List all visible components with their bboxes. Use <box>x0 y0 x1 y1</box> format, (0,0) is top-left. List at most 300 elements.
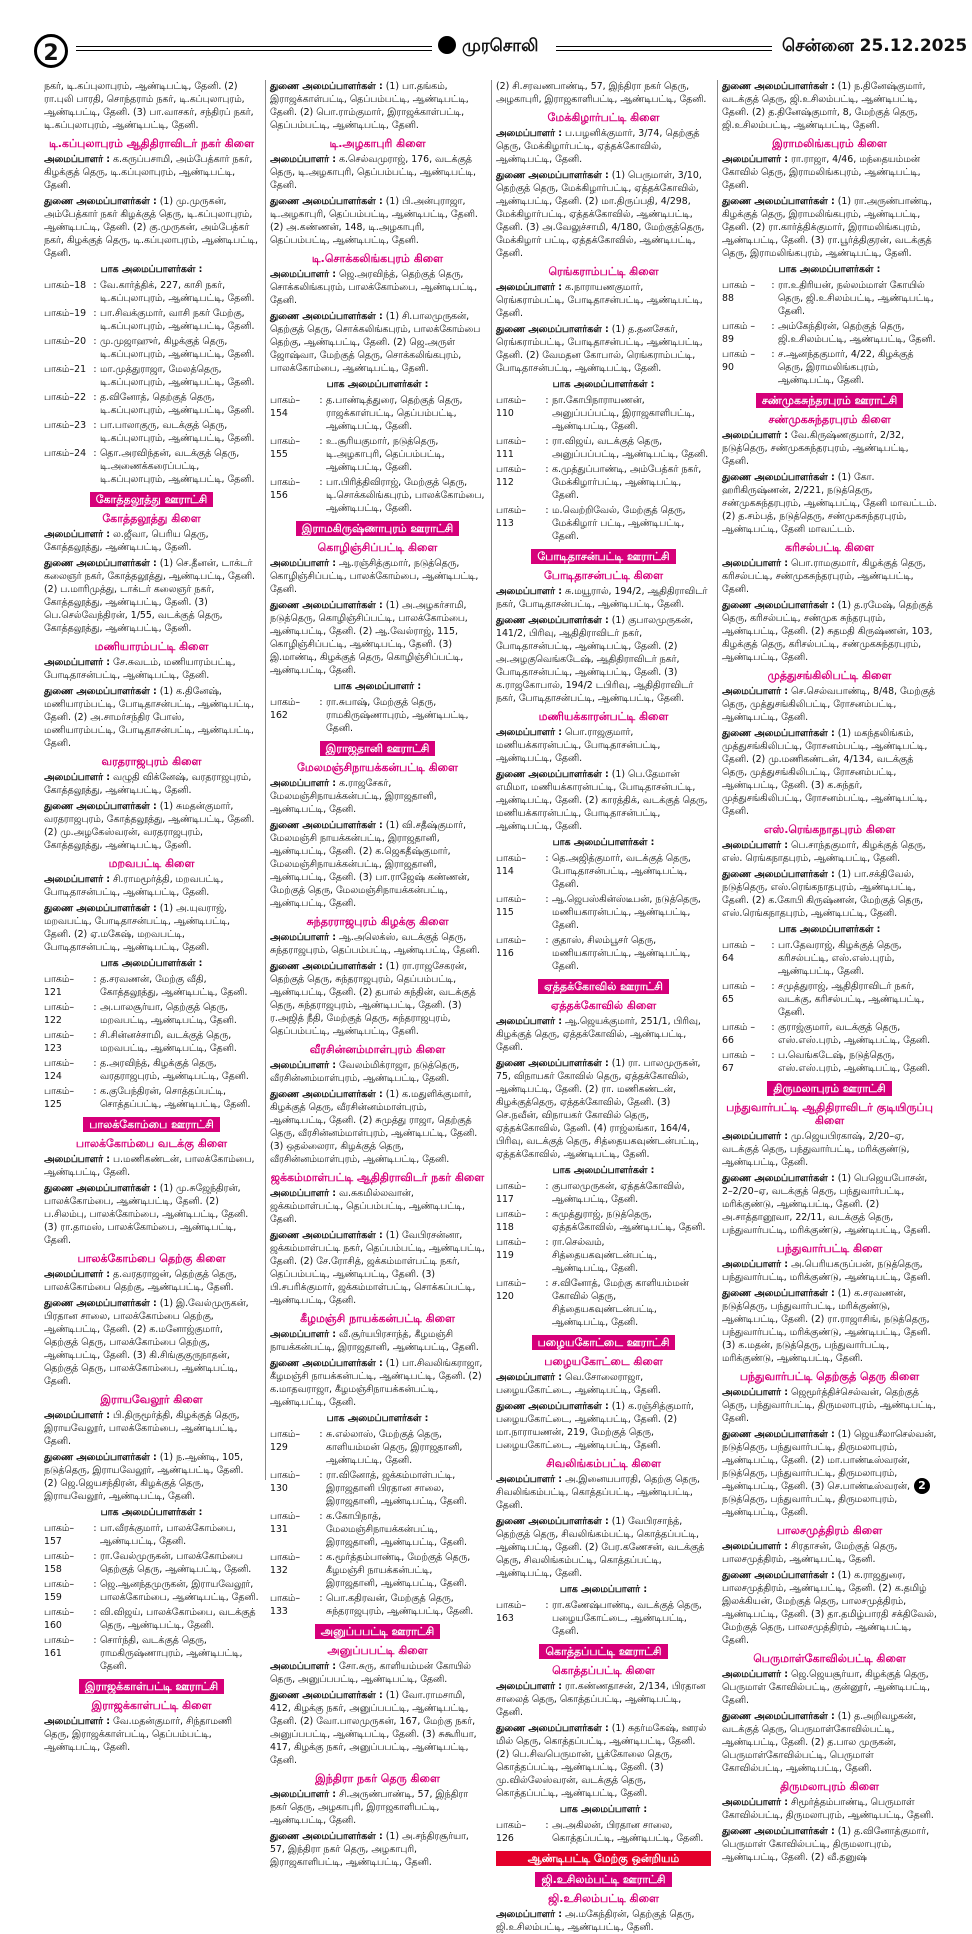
booth-organizer: வி.விஜய், பாலக்கோம்பை, வடக்குத் தெரு, ஆண்டிபட்டி, தேனி. <box>100 1607 256 1631</box>
branch-heading: முத்துசங்கிலிபட்டி கிளை <box>767 669 892 682</box>
entry-text: வெ.சோலைராஜா, பழையகோட்டை, ஆண்டிபட்டி, தேனி. <box>496 1372 661 1396</box>
branch-heading: மணியாரம்பட்டி கிளை <box>94 640 209 653</box>
branch-heading: டி.கப்புலாபுரம் ஆதிதிராவிடர் நகர் கிளை <box>49 137 254 150</box>
branch-heading: மேலமஞ்சிநாயக்கன்பட்டி கிளை <box>297 761 458 774</box>
entry-text: த.வரதராஜன், தெற்குத் தெரு, பாலக்கோம்பை தெற்கு, ஆண்டிபட்டி, தேனி. <box>44 1269 237 1293</box>
entry-text: (1) மு.முருகன், அம்பேத்கார் நகர் கிழக்குத் தெரு, டி.கப்புலாபுரம், ஆண்டிபட்டி, தேனி. (2) கு.முருகன், அம்பேத்கர் நகர், கிழக்குத் தெரு, டி.கப்புலாபுரம், ஆண்டிபட்டி, தேனி. <box>44 196 259 259</box>
branch-heading: ஜி.உசிலம்பட்டி கிளை <box>548 1892 659 1905</box>
booth-heading: பாக அமைப்பாளர்கள் : <box>100 264 203 275</box>
entry-text: (1) பா.தங்கம், இராஜக்காள்பட்டி, தெப்பம்பட்டி, ஆண்டிபட்டி, தேனி. (2) பொ.ராம்குமார், இராஜக்காள்பட்டி, தெப்பம்பட்டி, ஆண்டிபட்டி, தேனி. <box>270 81 469 131</box>
entry-text: (1) இ.வேல்முருகன், பிரதான சாலை, பாலக்கோம்பை தெற்கு, ஆண்டிபட்டி, தேனி. (2) க.மனோஜ்குமார், தெற்குத் தெரு, பாலக்கோம்பை தெற்கு, ஆண்டிபட்டி, தேனி. (3) கி.சிங்குகுருநாதன், தெற்குத் தெரு, பாலக்கோம்பை, ஆண்டிபட்டி, தேனி. <box>44 1298 249 1387</box>
role-label: அமைப்பாளர் : <box>270 558 337 569</box>
entry-paragraph <box>496 127 711 166</box>
entry-text: வழுதி விக்னேஷ், வரதராஜபுரம், கோத்தலூத்து, ஆண்டிபட்டி, தேனி. <box>44 772 252 796</box>
booth-entry <box>722 348 937 387</box>
role-label: துணை அமைப்பாளர்கள் : <box>722 81 835 92</box>
branch-heading: சுந்தரராஜபுரம் கிழக்கு கிளை <box>306 915 449 928</box>
entry-paragraph <box>722 1540 937 1566</box>
booth-organizer: ச.வினோத், மேற்கு காளியம்மன் கோவில் தெரு, சித்தையகவுண்டன்பட்டி, ஆண்டிபட்டி, தேனி. <box>552 1278 689 1328</box>
booth-organizer: சுமுத்துராஜ், நடுத்தெரு, ஏத்தக்கோவில், ஆண்டிபட்டி, தேனி. <box>552 1209 706 1233</box>
role-label: துணை அமைப்பாளர்கள் : <box>496 1723 609 1734</box>
branch-heading: போடிதாசன்பட்டி கிளை <box>543 569 664 582</box>
booth-entry <box>722 1021 937 1047</box>
booth-entry <box>44 335 259 361</box>
branch-heading: பந்துவார்பட்டி கிளை <box>776 1242 883 1255</box>
entry-text: (1) அ.யுவராஜ், மறவபட்டி, போடிதாசன்பட்டி, ஆண்டிபட்டி, தேனி. (2) ஏ.மகேஷ், மறவபட்டி, போடிதாசன்பட்டி, ஆண்டிபட்டி, தேனி. <box>44 903 231 953</box>
role-label: துணை அமைப்பாளர்கள் : <box>496 324 609 335</box>
booth-organizer: த.வினோத், தெற்குத் தெரு, டி.கப்புலாபுரம், ஆண்டிபட்டி, தேனி. <box>100 392 255 416</box>
entry-paragraph <box>270 1088 485 1166</box>
entry-text: பெ.சாந்தகுமார், கிழக்குத் தெரு, எஸ். ரெங்கநாதபுரம், ஆண்டிபட்டி, தேனி. <box>722 840 926 864</box>
separator-colon: : <box>319 1429 323 1440</box>
separator-colon: : <box>545 395 549 406</box>
entry-text: (1) த.அறிவழகன், வடக்குத் தெரு, பெருமாள்கோவில்பட்டி, ஆண்டிபட்டி, தேனி. (2) த.பால முருகன், பெருமாள்கோவில்பட்டி, பெருமாள் கோவில்பட்டி, ஆண்டிபட்டி, தேனி. <box>722 1711 917 1774</box>
branch-heading: ஜக்கம்மாள்பட்டி ஆதிதிராவிடர் நகர் கிளை <box>270 1171 485 1184</box>
entry-paragraph <box>44 528 259 554</box>
booth-number: பாகம் – 90 <box>722 349 756 373</box>
entry-text: (1) த.வினோத்குமார், பெருமாள் கோவில்பட்டி, திருமலாபுரம், ஆண்டிபட்டி, தேனி. (2) வீ.தனுஷ் <box>722 1826 930 1863</box>
booth-entry <box>496 1180 711 1206</box>
column-divider <box>717 80 718 1480</box>
city-date: சென்னை 25.12.2025 <box>782 36 968 56</box>
entry-paragraph <box>722 1428 937 1519</box>
booth-organizer: உ.சூரியகுமார், நடுத்தெரு, டி.அழகாபுரி, தெப்பம்பட்டி, ஆண்டிபட்டி, தேனி. <box>326 436 445 473</box>
booth-number: பாகம்–126 <box>496 1820 527 1844</box>
booth-organizer: பா.வீரக்குமார், பாலக்கோம்பை, ஆண்டிபட்டி, தேனி. <box>100 1523 236 1547</box>
booth-number: பாகம்–19 <box>44 308 87 319</box>
booth-number: பாகம்–157 <box>44 1523 75 1547</box>
entry-text: சி.ராமமூர்த்தி, மறவபட்டி, போடிதாசன்பட்டி, ஆண்டிபட்டி, தேனி. <box>44 874 224 898</box>
entry-text: ரா.ராஜா, 4/46, மந்தையம்மன் கோவில் தெரு, இராமலிங்கபுரம், ஆண்டிபட்டி, தேனி. <box>722 154 921 191</box>
booth-number: பாகம்–155 <box>270 436 301 460</box>
separator-colon: : <box>319 1552 323 1563</box>
entry-paragraph <box>270 80 485 132</box>
entry-text: ரா.கண்ணதாசன், 2/134, பிரதான சாலைத் தெரு, கொத்தப்பட்டி, ஆண்டிபட்டி, தேனி. <box>496 1681 706 1718</box>
entry-text: (1) பி.அன்புராஜா, டி.அழகாபுரி, தெப்பம்பட்டி, ஆண்டிபட்டி, தேனி. (2) அ.கண்ணன், 148, டி.அழகாபுரி, தெப்பம்பட்டி, ஆண்டிபட்டி, தேனி. <box>270 196 478 246</box>
booth-organizer: ப.வெங்கடேஷ், நடுத்தெரு, எஸ்.எஸ்.புரம், ஆண்டிபட்டி, தேனி. <box>778 1050 931 1074</box>
role-label: துணை அமைப்பாளர்கள் : <box>722 1429 835 1440</box>
paper-name <box>438 36 539 58</box>
role-label: அமைப்பாளர் : <box>44 154 111 165</box>
separator-colon: : <box>93 448 97 459</box>
entry-paragraph <box>496 1680 711 1719</box>
booth-entry <box>44 1578 259 1604</box>
separator-colon: : <box>545 1181 549 1192</box>
booth-organizer: ஆ.ஜெபஸ்கின்ஸ்டீபன், நடுத்தெரு, மணியகாரன்பட்டி, ஆண்டிபட்டி, தேனி. <box>552 894 701 931</box>
separator-colon: : <box>319 697 323 708</box>
separator-colon: : <box>319 395 323 406</box>
booth-heading: பாக அமைப்பாளர் : <box>559 1804 648 1815</box>
entry-paragraph <box>44 1409 259 1448</box>
entry-text: ஆ.ரஞ்சித்குமார், நடுத்தெரு, கொழிஞ்சிப்பட்டி, பாலக்கோம்பை, ஆண்டிபட்டி, தேனி. <box>270 558 479 595</box>
entry-text: வீ.சூர்யபிரசாந்த், கீழமஞ்சி நாயக்கன்பட்டி, இராஜதானி, ஆண்டிபட்டி, தேனி. <box>270 1329 479 1353</box>
entry-paragraph <box>722 727 937 818</box>
entry-paragraph <box>44 1451 259 1503</box>
separator-colon: : <box>319 1470 323 1481</box>
branch-heading: கொழிஞ்சிப்பட்டி கிளை <box>317 541 438 554</box>
entry-text: சிமூர்த்தம்பாண்டி, பெருமாள் கோவில்பட்டி, திருமலாபுரம், ஆண்டிபட்டி, தேனி. <box>722 1797 934 1821</box>
entry-paragraph <box>722 1825 937 1864</box>
booth-entry <box>44 973 259 999</box>
booth-entry <box>44 419 259 445</box>
booth-number: பாகம்–21 <box>44 364 87 375</box>
entry-text: (1) அ.அழகர்சாமி, நடுத்தெரு, கொழிஞ்சிப்பட்டி, பாலக்கோம்பை, ஆண்டிபட்டி, தேனி. (2) ஆ.வேல்ராஜ், 115, கொழிஞ்சிப்பட்டி, ஆண்டிபட்டி, தேனி. (3) இ.மாண்டி, கிழக்குத் தெரு, கொழிஞ்சிப்பட்டி, ஆண்டிபட்டி, தேனி. <box>270 600 468 676</box>
entry-paragraph <box>496 323 711 375</box>
role-label: அமைப்பாளர் : <box>722 840 789 851</box>
entry-text: (1) மகந்தலிங்கம், முத்துசங்கிலிபட்டி, ரோசனம்பட்டி, ஆண்டிபட்டி, தேனி. (2) மு.மணிகண்டன், 4/134, வடக்குத் தெரு, முத்துசங்கிலிபட்டி, ரோசனம்பட்டி, ஆண்டிபட்டி, தேனி. (3) க.சுந்தர், முத்துசங்கிலிபட்டி, ரோசனம்பட்டி, ஆண்டிபட்டி, தேனி. <box>722 728 928 817</box>
separator-colon: : <box>93 1579 97 1590</box>
booth-entry <box>44 1001 259 1027</box>
branch-heading: கொத்தப்பட்டி கிளை <box>552 1664 655 1677</box>
booth-organizer: ச.ஆனந்தகுமார், 4/22, கிழக்குத் தெரு, இராமலிங்கபுரம், ஆண்டிபட்டி, தேனி. <box>778 349 914 386</box>
entry-text: மு.ஜெயபிரகாஷ், 2/20–ஏ, வடக்குத் தெரு, பந்துவார்பட்டி, மரிக்குண்டு, ஆண்டிபட்டி, தேனி. <box>722 1131 910 1168</box>
role-label: அமைப்பாளர் : <box>270 932 337 943</box>
entry-paragraph <box>722 195 937 260</box>
booth-number: பாகம்–20 <box>44 336 87 347</box>
entry-paragraph <box>722 471 937 536</box>
branch-heading: பாலசமுத்திரம் கிளை <box>776 1524 883 1537</box>
branch-heading: வரதராஜபுரம் கிளை <box>101 755 202 768</box>
role-label: துணை அமைப்பாளர்கள் : <box>44 1452 157 1463</box>
panchayat-banner: பழையகோட்டை ஊராட்சி <box>532 1335 676 1350</box>
branch-heading: இராஜக்காள்பட்டி கிளை <box>91 1699 212 1712</box>
booth-entry <box>270 1592 485 1618</box>
role-label: துணை அமைப்பாளர்கள் : <box>270 81 383 92</box>
branch-heading: மறவபட்டி கிளை <box>108 857 195 870</box>
entry-paragraph <box>44 557 259 635</box>
booth-number: பாகம்–124 <box>44 1058 75 1082</box>
footer-page-number: 2 <box>914 1478 930 1494</box>
booth-number: பாகம் – 66 <box>722 1022 756 1046</box>
role-label: துணை அமைப்பாளர்கள் : <box>270 311 383 322</box>
role-label: துணை அமைப்பாளர்கள் : <box>270 1690 383 1701</box>
column-1 <box>44 80 259 1753</box>
entry-text: (1) கோ. ஹரிகிருஷ்ணன், 2/221, நடுத்தெரு, சண்முகசுந்தரபுரம், ஆண்டிபட்டி, தேனி மாவட்டம். (2) த.சம்பத், நடுத்தெரு, சண்முகசுந்தரபுரம், ஆண்டிபட்டி, தேனி மாவட்டம். <box>722 472 937 535</box>
entry-text: (1) ந.ஆண்டி, 105, நடுத்தெரு, இராயவேலூர், ஆண்டிபட்டி, தேனி. (2) ஜெ.ஜெயசந்திரன், கிழக்குத் தெரு, இராயவேலூர், ஆண்டிபட்டி, தேனி. <box>44 1452 244 1502</box>
booth-number: பாகம்–24 <box>44 448 87 459</box>
booth-number: பாகம்–161 <box>44 1635 75 1659</box>
entry-text: க.ராஜசேகர், மேலமஞ்சிநாயக்கன்பட்டி, இராஜதானி, ஆண்டிபட்டி, தேனி. <box>270 778 437 815</box>
masthead-rule-right <box>556 46 772 51</box>
role-label: துணை அமைப்பாளர்கள் : <box>722 600 835 611</box>
separator-colon: : <box>93 1058 97 1069</box>
entry-text: அ.பெரியகருப்பன், நடுத்தெரு, பந்துவார்பட்டி, மரிக்குண்டு, ஆண்டிபட்டி, தேனி. <box>722 1259 931 1283</box>
entry-text: பொ.ராஜகுமார், மணியக்காரன்பட்டி, போடிதாசன்பட்டி, ஆண்டிபட்டி, தேனி. <box>496 727 661 764</box>
booth-number: பாகம்–129 <box>270 1429 301 1453</box>
role-label: துணை அமைப்பாளர்கள் : <box>270 961 383 972</box>
entry-paragraph <box>496 1722 711 1800</box>
branch-heading: இராயவேலூர் கிளை <box>100 1393 203 1406</box>
booth-organizer: நா.கோபிநாராயணன், அனுப்பப்பட்டி, இராஜகாளிபட்டி, ஆண்டிபட்டி, தேனி. <box>552 395 695 432</box>
entry-paragraph <box>270 1059 485 1085</box>
entry-text: (1) செ.தீனன், டாக்டர் கலைஞர் நகர், கோத்தலூத்து, ஆண்டிபட்டி, தேனி. (2) ப.மாரிமுத்து, டாக்டர் கலைஞர் நகர், கோத்தலூத்து, ஆண்டிபட்டி, தேனி. (3) பெ.செல்வேந்திரன், 1/55, வடக்குத் தெரு, கோத்தலூத்து, ஆண்டிபட்டி, தேனி. <box>44 558 255 634</box>
booth-number: பாகம்–111 <box>496 436 527 460</box>
booth-organizer: வே.கார்த்திக், 227, காசி நகர், டி.கப்புலாபுரம், ஆண்டிபட்டி, தேனி. <box>100 280 255 304</box>
separator-colon: : <box>771 280 775 291</box>
booth-organizer: மு.முஜாஹுர், கிழக்குத் தெரு, டி.கப்புலாபுரம், ஆண்டிபட்டி, தேனி. <box>100 336 255 360</box>
booth-heading: பாக அமைப்பாளர் : <box>333 681 422 692</box>
separator-colon: : <box>93 364 97 375</box>
booth-organizer: சு.எல்லாஸ், மேற்குத் தெரு, காளியம்மன் தெரு, இராஜதானி, ஆண்டிபட்டி, தேனி. <box>326 1429 463 1466</box>
entry-text: (1) க.சரவணன், நடுத்தெரு, பந்துவார்பட்டி, மரிக்குண்டு, ஆண்டிபட்டி, தேனி. (2) ரா.ராஜாசிங், நடுத்தெரு, பந்துவார்பட்டி, மரிக்குண்டு, ஆண்டிபட்டி, தேனி. (3) க.மதன், நடுத்தெரு, பந்துவார்பட்டி, மரிக்குண்டு, ஆண்டிபட்டி, தேனி. <box>722 1288 931 1364</box>
role-label: துணை அமைப்பாளர்கள் : <box>44 686 157 697</box>
role-label: அமைப்பாளர் : <box>496 282 563 293</box>
entry-paragraph <box>270 1187 485 1226</box>
entry-paragraph <box>722 153 937 192</box>
entry-text: க.நாராயணகுமார், ரெங்கராம்பட்டி, போடிதாசன்பட்டி, ஆண்டிபட்டி, தேனி. <box>496 282 703 319</box>
entry-text: (1) வேபிரசாந்த், தெற்குத் தெரு, சிவலிங்கம்பட்டி, கொத்தப்பட்டி, ஆண்டிபட்டி, தேனி. (2) பேர.கணேசன், வடக்குத் தெரு, சிவலிங்கம்பட்டி, கொத்தப்பட்டி, ஆண்டிபட்டி, தேனி. <box>496 1516 705 1579</box>
paper-name-text: முரசொலி <box>462 36 539 56</box>
booth-organizer: குராஜ்குமார், வடக்குத் தெரு, எஸ்.எஸ்.புரம், ஆண்டிபட்டி, தேனி. <box>778 1022 931 1046</box>
booth-heading: பாக அமைப்பாளர்கள் : <box>778 264 881 275</box>
branch-heading: பந்துவார்பட்டி ஆதிதிராவிடர் குடியிருப்பு கிளை <box>726 1101 933 1127</box>
role-label: அமைப்பாளர் : <box>496 1909 563 1920</box>
booth-entry <box>496 934 711 973</box>
booth-entry <box>270 1428 485 1467</box>
role-label: அமைப்பாளர் : <box>44 1154 111 1165</box>
entry-paragraph <box>722 1172 937 1237</box>
column-divider <box>491 80 492 1480</box>
booth-number: பாகம்–119 <box>496 1237 527 1261</box>
separator-colon: : <box>545 1820 549 1831</box>
booth-organizer: க.மூர்த்தம்பாண்டி, மேற்குத் தெரு, கீழமஞ்சி நாயக்கன்பட்டி, இராஜதானி, ஆண்டிபட்டி, தேனி. <box>326 1552 471 1589</box>
branch-heading: பாலக்கோம்பை வடக்கு கிளை <box>75 1137 228 1150</box>
entry-paragraph <box>44 873 259 899</box>
role-label: அமைப்பாளர் : <box>722 1131 789 1142</box>
role-label: அமைப்பாளர் : <box>44 529 111 540</box>
panchayat-banner: இராமகிருஷ்ணாபுரம் ஊராட்சி <box>296 521 459 536</box>
separator-colon: : <box>93 280 97 291</box>
booth-entry <box>722 320 937 346</box>
booth-heading: பாக அமைப்பாளர்கள் : <box>326 379 429 390</box>
role-label: அமைப்பாளர் : <box>270 778 337 789</box>
booth-entry <box>44 391 259 417</box>
entry-paragraph <box>270 153 485 192</box>
entry-text: அ.இனையபாரதி, தெற்கு தெரு, சிவலிங்கம்பட்டி, கொத்தப்பட்டி, ஆண்டிபட்டி, தேனி. <box>496 1474 701 1511</box>
booth-organizer: க.கோபிநாத், மேலமஞ்சிநாயக்கன்பட்டி, இராஜதானி, ஆண்டிபட்டி, தேனி. <box>326 1511 467 1548</box>
role-label: அமைப்பாளர் : <box>722 686 789 697</box>
role-label: அமைப்பாளர் : <box>44 1410 111 1421</box>
branch-heading: சிவலிங்கம்பட்டி கிளை <box>546 1457 661 1470</box>
booth-entry <box>270 1469 485 1508</box>
entry-text: ப.பழனிக்குமார், 3/74, தெற்குத் தெரு, மேக்கிழார்பட்டி, ஏத்தக்கோவில், ஆண்டிபட்டி, தேனி. <box>496 128 700 165</box>
entry-paragraph <box>44 800 259 852</box>
booth-number: பாகம் – 67 <box>722 1050 756 1074</box>
branch-heading: பந்துவார்பட்டி தெற்குத் தெரு கிளை <box>739 1370 920 1383</box>
booth-entry <box>496 504 711 543</box>
branch-heading: ரெங்கராம்பட்டி கிளை <box>548 265 659 278</box>
entry-paragraph <box>270 931 485 957</box>
entry-text: சே.சுவடம், மணியாரம்பட்டி, போடிதாசன்பட்டி, ஆண்டிபட்டி, தேனி. <box>44 657 236 681</box>
role-label: அமைப்பாளர் : <box>496 1681 563 1692</box>
masthead <box>0 0 972 68</box>
entry-paragraph <box>496 1473 711 1512</box>
entry-text: ஜெமூர்த்திச்செல்வன், தெற்குத் தெரு, பந்துவார்பட்டி, திருமலாபுரம், ஆண்டிபட்டி, தேனி. <box>722 1387 936 1424</box>
booth-organizer: த.சரவணன், மேற்கு வீதி, கோத்தலூத்து, ஆண்டிபட்டி, தேனி. <box>100 974 248 998</box>
role-label: துணை அமைப்பாளர்கள் : <box>496 170 609 181</box>
booth-entry <box>44 1606 259 1632</box>
booth-organizer: ரா.செல்வம், சித்தையகவுண்டன்பட்டி, ஆண்டிபட்டி, தேனி. <box>552 1237 657 1274</box>
separator-colon: : <box>545 935 549 946</box>
entry-paragraph <box>496 1057 711 1161</box>
entry-paragraph <box>496 169 711 260</box>
entry-paragraph <box>496 726 711 765</box>
separator-colon: : <box>545 505 549 516</box>
entry-text: (1) சி.பாலமுருகன், தெற்குத் தெரு, சொக்கலிங்கபுரம், பாலக்கோம்பை தெற்கு, ஆண்டிபட்டி, தேனி. (2) ஜெ.அருள் ஜோஷ்வா, மேற்குத் தெரு, சொக்கலிங்கபுரம், பாலக்கோம்பை, ஆண்டிபட்டி, தேனி. <box>270 311 481 374</box>
entry-paragraph <box>44 656 259 682</box>
booth-heading: பாக அமைப்பாளர்கள் : <box>552 1165 655 1176</box>
entry-paragraph <box>722 1130 937 1169</box>
separator-colon: : <box>771 321 775 332</box>
entry-paragraph <box>44 771 259 797</box>
branch-heading: பெருமாள்கோவில்பட்டி கிளை <box>753 1652 906 1665</box>
booth-entry <box>496 1236 711 1275</box>
entry-paragraph <box>722 1386 937 1425</box>
booth-organizer: அ.அகிலன், பிரதான சாலை, கொத்தப்பட்டி, ஆண்டிபட்டி, தேனி. <box>552 1820 704 1844</box>
entry-paragraph <box>270 819 485 910</box>
entry-text: (1) வோ.ராமசாமி, 412, கிழக்கு நகர், அனுப்பபட்டி, ஆண்டிபட்டி, தேனி. (2) வோ.பாலமுருகன், 167, மேற்கு நகர், அனுப்பபட்டி, ஆண்டிபட்டி, தேனி. (3) சுகூரியா, 417, கிழக்கு நகர், அனுப்பபட்டி, ஆண்டிபட்டி, தேனி. <box>270 1690 477 1766</box>
entry-paragraph <box>44 153 259 192</box>
booth-entry <box>722 980 937 1019</box>
separator-colon: : <box>93 420 97 431</box>
booth-number: பாகம்–160 <box>44 1607 75 1631</box>
entry-paragraph <box>496 80 711 106</box>
booth-organizer: தெ.அஜித்குமார், வடக்குத் தெரு, போடிதாசன்பட்டி, ஆண்டிபட்டி, தேனி. <box>552 853 691 890</box>
booth-entry <box>496 435 711 461</box>
entry-text: ஆ.அலெக்ஸ், வடக்குத் தெரு, சுந்தராஜபுரம், தெப்பம்பட்டி, ஆண்டிபட்டி, தேனி. <box>270 932 480 956</box>
entry-paragraph <box>496 281 711 320</box>
separator-colon: : <box>771 349 775 360</box>
horse-logo-icon <box>438 36 456 54</box>
branch-heading: இந்திரா நகர் தெரு கிளை <box>315 1772 440 1785</box>
branch-heading: திருமலாபுரம் கிளை <box>780 1780 879 1793</box>
column-4 <box>722 80 937 1863</box>
entry-text: சு.மயூரால், 194/2, ஆதிதிராவிடர் நகர், போடிதாசன்பட்டி, ஆண்டிபட்டி, தேனி. <box>496 586 708 610</box>
booth-number: பாகம்–118 <box>496 1209 527 1233</box>
branch-heading: பழையகோட்டை கிளை <box>544 1355 663 1368</box>
entry-text: (1) க.ராஜதுரை, பாலசமுத்திரம், ஆண்டிபட்டி, தேனி. (2) க.தமிழ் இலக்கியன், மேற்குத் தெரு, பாலசமுத்திரம், ஆண்டிபட்டி, தேனி. (3) தா.தமிழ்பாரதி சக்திவேல், மேற்குத் தெரு, பாலசமுத்திரம், ஆண்டிபட்டி, தேனி. <box>722 1570 937 1646</box>
role-label: துணை அமைப்பாளர்கள் : <box>270 1831 383 1842</box>
entry-paragraph <box>722 429 937 468</box>
entry-paragraph <box>270 1229 485 1307</box>
booth-organizer: க.முத்துப்பாண்டி, அம்பேத்கர் நகர், மேக்கிழார்பட்டி, ஆண்டிபட்டி, தேனி. <box>552 464 702 501</box>
booth-number: பாகம்–113 <box>496 505 527 529</box>
booth-organizer: பா.பிரித்திவிராஜ், மேற்குத் தெரு, டி.சொக்கலிங்கபுரம், பாலக்கோம்பை, ஆண்டிபட்டி, தேனி. <box>326 477 485 514</box>
booth-organizer: ரா.உதிரியன், நல்லம்மாள் கோயில் தெரு, ஜி.உசிலம்பட்டி, ஆண்டிபட்டி, தேனி. <box>778 280 934 317</box>
separator-colon: : <box>545 1209 549 1220</box>
branch-heading: எஸ்.ரெங்கநாதபுரம் கிளை <box>763 823 896 836</box>
entry-paragraph <box>496 1371 711 1397</box>
booth-heading: பாக அமைப்பாளர்கள் : <box>326 1413 429 1424</box>
separator-colon: : <box>545 853 549 864</box>
entry-paragraph <box>722 1569 937 1647</box>
booth-organizer: சமுத்துராஜ், ஆதிதிராவிடர் நகர், வடக்கு, கரிசல்பட்டி, ஆண்டிபட்டி, தேனி. <box>778 981 925 1018</box>
role-label: அமைப்பாளர் : <box>496 1474 563 1485</box>
booth-organizer: ரா.விஜய், வடக்குத் தெரு, அனுப்பப்பட்டி, ஆண்டிபட்டி, தேனி. <box>552 436 709 460</box>
entry-text: (1) ந.தினேஷ்குமார், வடக்குத் தெரு, ஜி.உசிலம்பட்டி, ஆண்டிபட்டி, தேனி. (2) த.தினேஷ்குமார், 8, மேற்குத் தெரு, ஜி.உசிலம்பட்டி, ஆண்டிபட்டி, தேனி. <box>722 81 926 131</box>
separator-colon: : <box>93 1086 97 1097</box>
entry-paragraph <box>270 1357 485 1409</box>
booth-organizer: ரா.சுபாஷ், மேற்குத் தெரு, ராமகிருஷ்ணாபுரம், ஆண்டிபட்டி, தேனி. <box>326 697 469 734</box>
booth-entry <box>722 939 937 978</box>
separator-colon: : <box>93 308 97 319</box>
role-label: துணை அமைப்பாளர்கள் : <box>44 196 157 207</box>
booth-heading: பாக அமைப்பாளர்கள் : <box>552 379 655 390</box>
entry-text: வேலம்மிக்ராஜா, நடுத்தெரு, வீரசின்னம்மாள்புரம், ஆண்டிபட்டி, தேனி. <box>270 1060 460 1084</box>
panchayat-banner: திருமலாபுரம் ஊராட்சி <box>767 1081 891 1096</box>
entry-paragraph <box>270 1660 485 1686</box>
role-label: துணை அமைப்பாளர்கள் : <box>270 1089 383 1100</box>
booth-organizer: பொ.கதிரவன், மேற்குத் தெரு, சுந்தராஜபுரம், ஆண்டிபட்டி, தேனி. <box>326 1593 474 1617</box>
entry-text: சோ.சுரு, காளியம்மன் கோயில் தெரு, அனுப்பபட்டி, ஆண்டிபட்டி, தேனி. <box>270 1661 471 1685</box>
entry-text: (1) வேபிரசன்னா, ஜக்கம்மாள்பட்டி நகர், தெப்பம்பட்டி, ஆண்டிபட்டி, தேனி. (2) சே.ரோசித், ஜக்கம்மாள்பட்டி நகர், தெப்பம்பட்டி, ஆண்டிபட்டி, தேனி. (3) பி.சபரிக்குமார், ஜக்கம்மாள்பட்டி, சொக்கப்பட்டி, ஆண்டிபட்டி, தேனி. <box>270 1230 485 1306</box>
booth-organizer: அம்கேந்திரன், தெற்குத் தெரு, ஜி.உசிலம்பட்டி, ஆண்டிபட்டி, தேனி. <box>778 321 936 345</box>
entry-text: (1) த.ரமேஷ், தெற்குத் தெரு, கரிசல்பட்டி, சண்முக சுந்தரபுரம், ஆண்டிபட்டி, தேனி. (2) சுதமதி கிருஷ்ணன், 103, கிழக்குத் தெரு, கரிசல்பட்டி, சண்முகசுந்தரபுரம், ஆண்டிபட்டி, தேனி. <box>722 600 933 663</box>
booth-organizer: குபாலமுருகன், ஏத்தக்கோவில், ஆண்டிபட்டி, தேனி. <box>552 1181 685 1205</box>
entry-text: (1) ரா.அருண்பாண்டி, கிழக்குத் தெரு, இராமலிங்கபுரம், ஆண்டிபட்டி, தேனி. (2) ரா.கார்த்திக்குமார், இராமலிங்கபுரம், ஆண்டிபட்டி, தேனி. (3) ரா.பூர்த்திகுரன், வடக்குத் தெரு, இராமலிங்கபுரம், ஆண்டிபட்டி, தேனி. <box>722 196 932 259</box>
role-label: துணை அமைப்பாளர்கள் : <box>722 196 835 207</box>
booth-number: பாகம்–110 <box>496 395 527 419</box>
entry-text: (1) பெ.தேமான் எமிமா, மணியக்காரன்பட்டி, போடிதாசன்பட்டி, ஆண்டிபட்டி, தேனி. (2) காரத்திக், வடக்குத் தெரு, மணியக்காரன்பட்டி, போடிதாசன்பட்டி, ஆண்டிபட்டி, தேனி. <box>496 769 708 832</box>
entry-paragraph <box>722 868 937 920</box>
entry-text: (1) க.மதுளிக்குமார், கிழக்குத் தெரு, வீரசின்னம்மாள்புரம், ஆண்டிபட்டி, தேனி. (2) சுமுத்து ராஜா, தெற்குத் தெரு, வீரசின்னம்மாள்புரம், ஆண்டிபட்டி, தேனி. (3) ஒதல்லைரா, கிழக்குத் தெரு, வீரசின்னம்மாள்புரம், ஆண்டிபட்டி, தேனி. <box>270 1089 478 1165</box>
separator-colon: : <box>319 1593 323 1604</box>
booth-number: பாகம்–120 <box>496 1278 527 1302</box>
entry-paragraph <box>44 1715 259 1754</box>
role-label: துணை அமைப்பாளர்கள் : <box>722 1711 835 1722</box>
entry-paragraph <box>722 1796 937 1822</box>
booth-number: பாகம்–158 <box>44 1551 75 1575</box>
entry-paragraph <box>44 1268 259 1294</box>
booth-number: பாகம்–121 <box>44 974 75 998</box>
role-label: துணை அமைப்பாளர்கள் : <box>722 1173 835 1184</box>
booth-organizer: ஜெ.ஆனந்தமுருகன், இராயவேலூர், பாலக்கோம்பை, ஆண்டிபட்டி, தேனி. <box>100 1579 259 1603</box>
booth-organizer: சி.சின்னச்சாமி, வடக்குத் தெரு, மறவபட்டி, ஆண்டிபட்டி, தேனி. <box>100 1030 237 1054</box>
booth-number: பாகம்–132 <box>270 1552 301 1576</box>
separator-colon: : <box>771 1050 775 1061</box>
separator-colon: : <box>93 392 97 403</box>
entry-paragraph <box>722 599 937 664</box>
booth-heading: பாக அமைப்பாளர்கள் : <box>100 958 203 969</box>
role-label: துணை அமைப்பாளர்கள் : <box>270 1358 383 1369</box>
entry-paragraph <box>496 614 711 705</box>
role-label: அமைப்பாளர் : <box>44 874 111 885</box>
column-divider <box>265 80 266 1480</box>
entry-text: வே.கிருஷ்ணகுமார், 2/32, நடுத்தெரு, சண்முகசுந்தரபுரம், ஆண்டிபட்டி, தேனி. <box>722 430 909 467</box>
booth-organizer: க.குபேந்திரன், சொத்தப்பட்டி, சொத்தப்பட்டி, ஆண்டிபட்டி, தேனி. <box>100 1086 251 1110</box>
entry-paragraph <box>722 1668 937 1707</box>
column-3 <box>496 80 711 1933</box>
entry-text: (1) த.தனசேகர், ரெங்கராம்பட்டி, போடிதாசன்பட்டி, ஆண்டிபட்டி, தேனி. (2) வேமதன கோபால், ரெங்கராம்பட்டி, போடிதாசன்பட்டி, ஆண்டிபட்டி, தேனி. <box>496 324 703 374</box>
separator-colon: : <box>545 1237 549 1248</box>
role-label: துணை அமைப்பாளர்கள் : <box>722 472 835 483</box>
separator-colon: : <box>93 1030 97 1041</box>
booth-organizer: த.அரவிந்த், கிழக்குத் தெரு, வரதராஜபுரம், ஆண்டிபட்டி, தேனி. <box>100 1058 249 1082</box>
booth-number: பாகம்–159 <box>44 1579 75 1603</box>
entry-text: (1) சுமதன்குமார், வரதராஜபுரம், கோத்தலூத்து, ஆண்டிபட்டி, தேனி. (2) மு.அழகேஸ்வரன், வரதராஜபுரம், கோத்தலூத்து, ஆண்டிபட்டி, தேனி. <box>44 801 255 851</box>
role-label: அமைப்பாளர் : <box>496 727 563 738</box>
entry-text: பி.திருமூர்த்தி, கிழக்குத் தெரு, இராயவேலூர், பாலக்கோம்பை, ஆண்டிபட்டி, தேனி. <box>44 1410 240 1447</box>
entry-text: சிரதாசன், மேற்குத் தெரு, பாலசமுத்திரம், ஆண்டிபட்டி, தேனி. <box>722 1541 898 1565</box>
entry-text: ல.ஜீவா, பெரிய தெரு, கோத்தலூத்து, ஆண்டிபட்டி, தேனி. <box>44 529 209 553</box>
entry-text: (1) பெருமாள், 3/10, தெற்குத் தெரு, மேக்கிழார்பட்டி, ஏத்தக்கோவில், ஆண்டிபட்டி, தேனி. (2) மா.திருப்பதி, 4/298, மேக்கிழார்பட்டி, ஏத்தக்கோவில், ஆண்டிபட்டி, தேனி. (3) அ.வேலுச்சாமி, 4/180, மேற்குத்தெரு, மேக்கிழார் பட்டி, ஏத்தக்கோவில், ஆண்டிபட்டி, தேனி. <box>496 170 705 259</box>
panchayat-banner: பாலக்கோம்பை ஊராட்சி <box>83 1117 220 1132</box>
booth-number: பாகம்–123 <box>44 1030 75 1054</box>
booth-number: பாகம்–131 <box>270 1511 301 1535</box>
entry-text: பொ.ராமகுமார், கிழக்குத் தெரு, கரிசல்பட்டி, சண்முகசுந்தரபுரம், ஆண்டிபட்டி, தேனி. <box>722 558 926 595</box>
entry-paragraph <box>496 1515 711 1580</box>
booth-entry <box>496 1819 711 1845</box>
